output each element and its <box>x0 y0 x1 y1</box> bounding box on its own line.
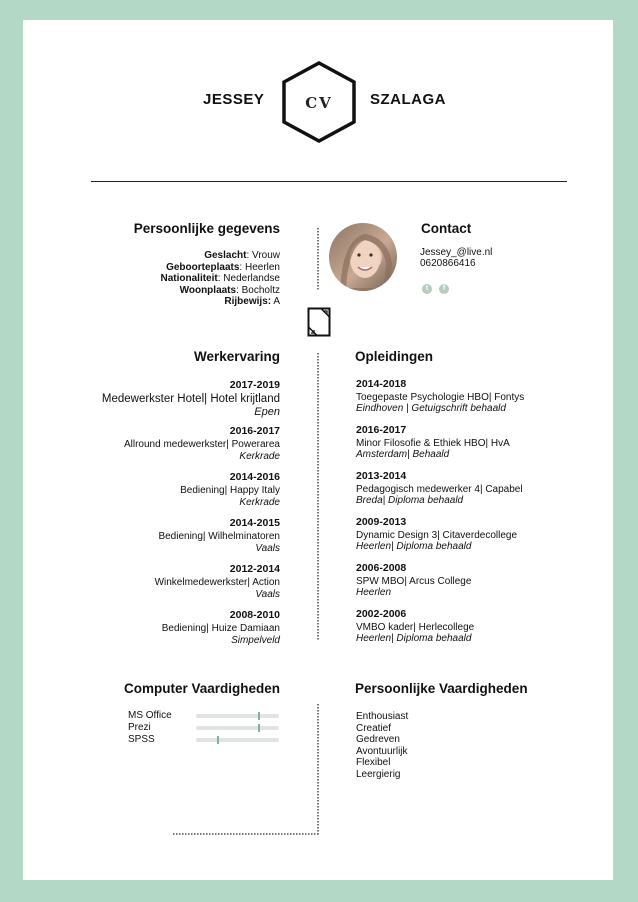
education-years: 2006-2008 <box>356 562 407 574</box>
personal-skills-list <box>356 711 408 780</box>
experience-title: Werkervaring <box>193 349 280 364</box>
computer-skill-name: Prezi <box>128 722 151 733</box>
experience-place: Epen <box>254 406 280 418</box>
education-entry <box>356 471 523 507</box>
experience-entry <box>102 379 280 419</box>
education-place: Eindhoven | Getuigschrift behaald <box>356 403 506 414</box>
contact-email[interactable]: Jessey_@live.nl <box>420 247 493 258</box>
experience-place: Vaals <box>255 542 280 554</box>
education-years: 2016-2017 <box>356 424 407 436</box>
cv-hexagon-logo <box>281 60 357 144</box>
personal-label: Geslacht <box>204 250 247 261</box>
education-entry <box>356 609 474 645</box>
personal-value: : Heerlen <box>239 261 280 273</box>
experience-entry <box>124 425 280 462</box>
experience-role: Winkelmedewerkster| Action <box>154 577 280 588</box>
personal-value: A <box>271 296 280 308</box>
education-name: SPW MBO| Arcus College <box>356 575 472 587</box>
personal-title: Persoonlijke gegevens <box>133 221 280 236</box>
experience-role: Bediening| Huize Damiaan <box>161 623 280 634</box>
facebook-icon[interactable]: f <box>439 284 449 294</box>
experience-role: Bediening| Happy Italy <box>180 485 280 496</box>
education-place: Breda| Diploma behaald <box>356 495 464 506</box>
experience-place: Kerkrade <box>239 450 280 462</box>
education-years: 2002-2006 <box>356 608 407 620</box>
personal-row <box>161 262 281 274</box>
computer-skill-bar <box>196 714 279 718</box>
contact-phone: 0620866416 <box>420 258 476 269</box>
education-entry <box>356 563 471 599</box>
personal-row <box>161 250 281 262</box>
education-name: VMBO kader| Herlecollege <box>356 621 475 633</box>
experience-entry <box>155 563 280 600</box>
experience-years: 2008-2010 <box>229 609 280 621</box>
personal-value: : Vrouw <box>246 250 280 261</box>
computer-skill-name: MS Office <box>128 710 172 721</box>
experience-years: 2017-2019 <box>229 379 280 391</box>
personal-skill: Leergierig <box>356 768 401 780</box>
education-entry <box>356 425 510 461</box>
personal-value: : Nederlandse <box>217 273 280 285</box>
experience-place: Kerkrade <box>239 496 280 508</box>
personal-skill: Avontuurlijk <box>356 745 408 757</box>
personal-row <box>161 285 281 297</box>
experience-entry <box>158 517 280 554</box>
profile-photo <box>329 223 397 291</box>
education-place: Amsterdam| Behaald <box>356 449 450 460</box>
personal-label: Nationaliteit <box>160 273 218 285</box>
personal-label: Geboorteplaats <box>166 261 240 273</box>
education-name: Pedagogisch medewerker 4| Capabel <box>356 483 523 495</box>
first-name: JESSEY <box>203 91 265 108</box>
education-place: Heerlen| Diploma behaald <box>356 541 472 552</box>
header-divider <box>91 181 567 182</box>
last-name: SZALAGA <box>370 91 446 108</box>
education-name: Toegepaste Psychologie HBO| Fontys <box>356 391 525 403</box>
experience-place: Vaals <box>255 588 280 600</box>
experience-entry <box>180 471 280 508</box>
education-entry <box>356 517 517 553</box>
dotted-divider <box>317 353 319 641</box>
education-title: Opleidingen <box>355 349 434 364</box>
education-entry <box>356 379 524 415</box>
personal-skill: Gedreven <box>356 734 400 745</box>
experience-place: Simpelveld <box>231 634 280 646</box>
personal-details <box>161 250 281 308</box>
experience-role: Medewerkster Hotel| Hotel krijtland <box>101 393 280 405</box>
personal-label: Woonplaats <box>179 284 237 296</box>
computer-skill-level <box>258 712 260 720</box>
education-name: Dynamic Design 3| Citaverdecollege <box>356 529 518 541</box>
experience-years: 2014-2016 <box>229 471 280 483</box>
experience-years: 2014-2015 <box>229 517 280 529</box>
computer-skill-level <box>217 736 219 744</box>
experience-years: 2012-2014 <box>229 563 280 575</box>
experience-role: Bediening| Wilhelminatoren <box>158 531 280 542</box>
computer-skill-bar <box>196 738 279 742</box>
personal-skill: Enthousiast <box>356 711 409 722</box>
dotted-divider <box>173 833 319 835</box>
cv-logo-text: CV <box>305 94 333 112</box>
education-years: 2009-2013 <box>356 516 407 528</box>
personal-skill: Creatief <box>356 722 392 734</box>
experience-years: 2016-2017 <box>229 425 280 437</box>
personal-label: Rijbewijs: <box>224 296 272 308</box>
personal-skill: Flexibel <box>356 757 391 768</box>
experience-entry <box>162 609 280 646</box>
education-years: 2013-2014 <box>356 470 407 482</box>
computer-skill-name: SPSS <box>128 734 155 745</box>
document-icon <box>307 307 331 337</box>
twitter-icon[interactable]: t <box>422 284 432 294</box>
personal-value: : Bocholtz <box>236 284 280 296</box>
computer-skills-title: Computer Vaardigheden <box>123 681 280 696</box>
personal-row <box>161 273 281 285</box>
dotted-divider <box>317 704 319 834</box>
experience-role: Allround medewerkster| Powerarea <box>123 439 280 450</box>
personal-row <box>161 296 281 308</box>
education-place: Heerlen <box>356 587 392 598</box>
dotted-divider <box>317 228 319 290</box>
computer-skill-bar <box>196 726 279 730</box>
education-name: Minor Filosofie & Ethiek HBO| HvA <box>356 437 510 449</box>
education-years: 2014-2018 <box>356 378 407 390</box>
cv-page <box>23 20 613 880</box>
personal-skills-title: Persoonlijke Vaardigheden <box>355 681 528 696</box>
contact-title: Contact <box>421 221 472 236</box>
computer-skill-level <box>258 724 260 732</box>
education-place: Heerlen| Diploma behaald <box>356 633 472 644</box>
